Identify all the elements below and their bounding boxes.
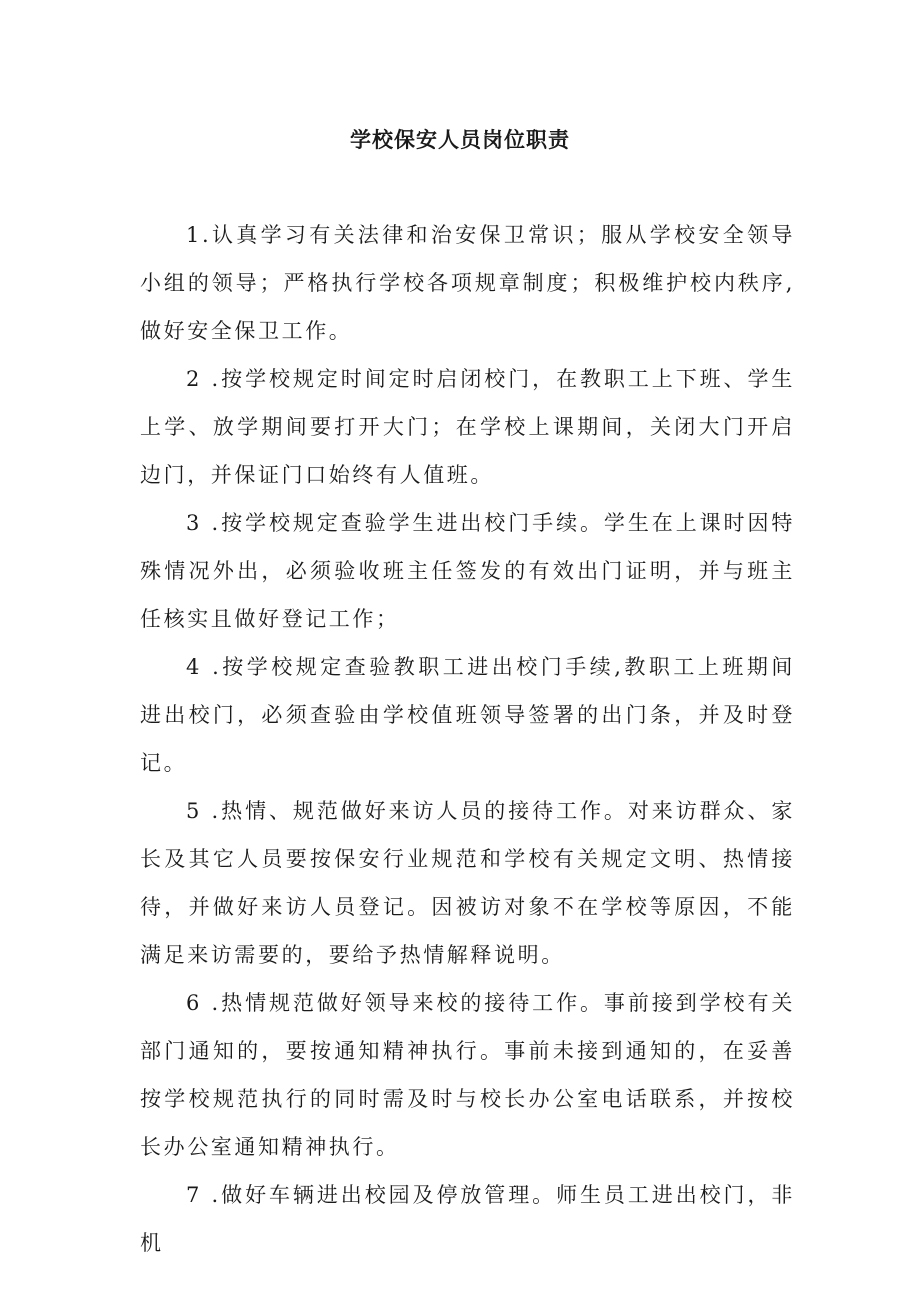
paragraph-4: 4 .按学校规定查验教职工进出校门手续,教职工上班期间进出校门，必须查验由学校值班领导签署的出门条，并及时登记。 [140, 655, 795, 775]
paragraph-6: 6 .热情规范做好领导来校的接待工作。事前接到学校有关部门通知的，要按通知精神执行。事前未接到通知的，在妥善按学校规范执行的同时需及时与校长办公室电话联系，并按校长办公室通知精神执行。 [140, 991, 795, 1159]
document-title: 学校保安人员岗位职责 [350, 128, 570, 152]
paragraph-7: 7 .做好车辆进出校园及停放管理。师生员工进出校门，非机 [140, 1183, 795, 1255]
paragraph-3: 3 .按学校规定查验学生进出校门手续。学生在上课时因特殊情况外出，必须验收班主任签发的有效出门证明，并与班主任核实且做好登记工作； [140, 511, 795, 631]
paragraph-5: 5 .热情、规范做好来访人员的接待工作。对来访群众、家长及其它人员要按保安行业规范和学校有关规定文明、热情接待，并做好来访人员登记。因被访对象不在学校等原因，不能满足来访需要的，要给予热情解释说明。 [140, 799, 795, 967]
document-body [140, 211, 795, 1267]
paragraph-2: 2 .按学校规定时间定时启闭校门，在教职工上下班、学生上学、放学期间要打开大门；在学校上课期间，关闭大门开启边门，并保证门口始终有人值班。 [140, 367, 795, 487]
paragraph-1: 1.认真学习有关法律和治安保卫常识；服从学校安全领导小组的领导；严格执行学校各项规章制度；积极维护校内秩序,做好安全保卫工作。 [140, 223, 795, 343]
